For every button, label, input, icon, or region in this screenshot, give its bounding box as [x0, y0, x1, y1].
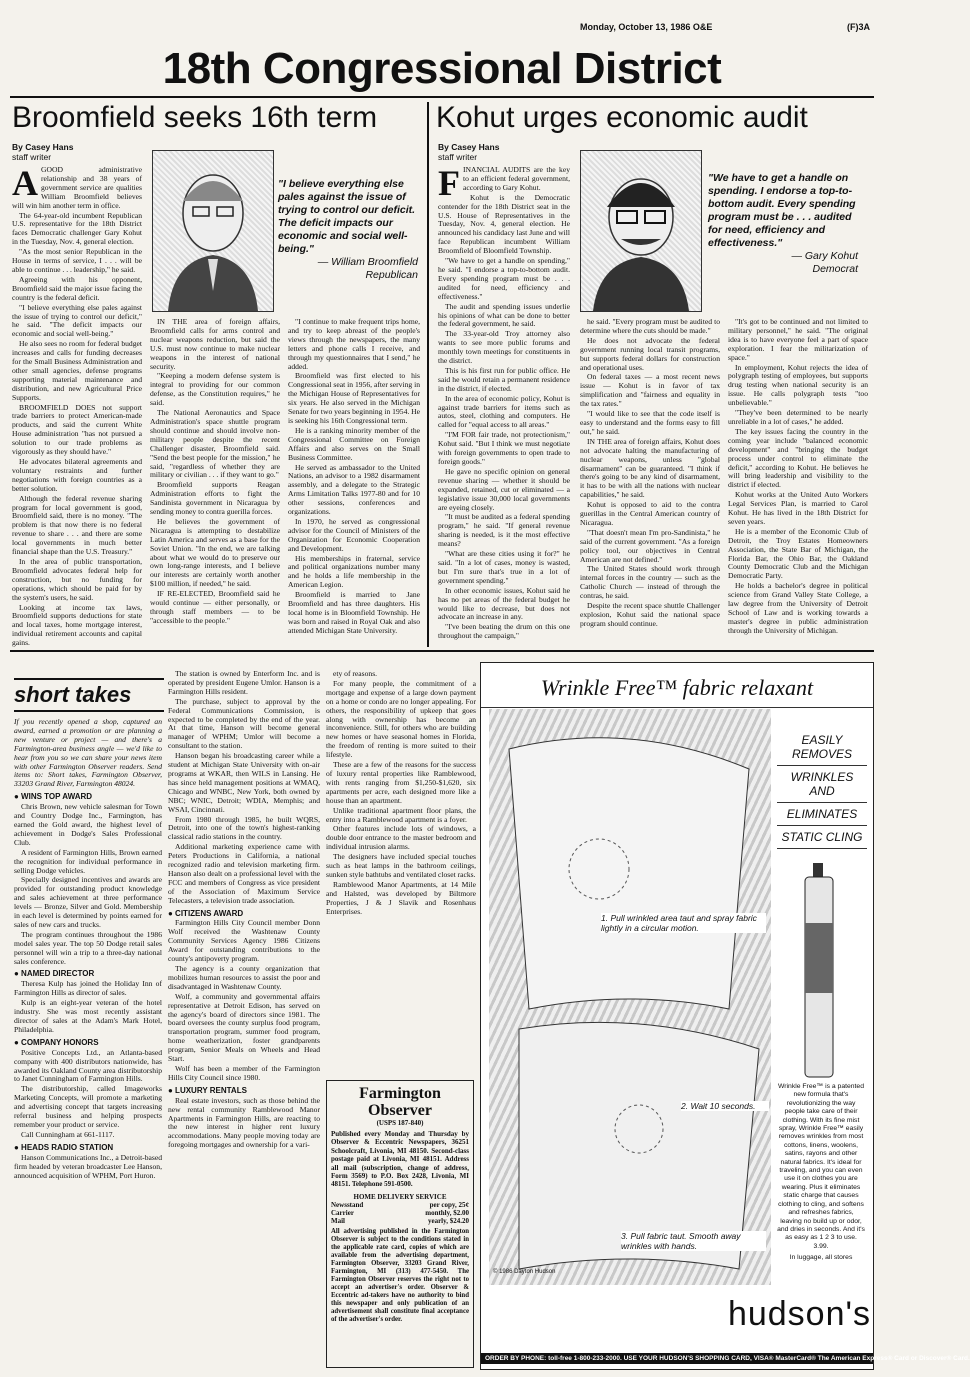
- paragraph: ety of reasons.: [333, 669, 378, 678]
- paragraph: The station is owned by Enterform Inc. and is operated by president Eugene Umlor. Hanson is a Farmington Hills resident.: [168, 669, 320, 696]
- paragraph: Real estate investors, such as those behind the new rental community Ramblewood Manor Apartments in Farmington Hills, are reacting to the new interest in higher rent luxury accommodations. Many people moving today are foregoing mortgages and ownership for a vari-: [168, 1095, 320, 1150]
- paragraph: In employment, Kohut rejects the idea of polygraph testing of employees, but supports drug testing when national security is an issue. He calls polygraph tests "too unbelievable.": [728, 362, 868, 408]
- paragraph: "Keeping a modern defense system is integral to providing for our common defense, as the Constitution requires," he said.: [150, 371, 280, 408]
- paragraph: "I would like to see that the code itself is easy to understand and the forms easy to fill out," he said.: [580, 409, 720, 436]
- paragraph: "They've been determined to be nearly unreliable in a lot of cases," he added.: [728, 408, 868, 426]
- ad-tag-2: WRINKLES AND: [777, 766, 867, 803]
- paragraph: The audit and spending issues underlie his opinions of what can be done to better the federal government, he said.: [438, 301, 570, 329]
- left-body-col3: [288, 318, 420, 642]
- broomfield-pull-quote: "I believe everything else pales against the issue of trying to control our deficit. The deficit impacts our economic and social well-being." — William Broomfield Republican: [278, 178, 418, 281]
- paragraph: His memberships in fraternal, service and political organizations number many and he holds a life membership in the American Legion.: [288, 553, 420, 590]
- paragraph: "It must be audited as a federal spending program," he said. "If general revenue sharing is needed, is it the most effective means?: [438, 512, 570, 549]
- paragraph: "It's got to be continued and not limited to military personnel," he said. "The original idea is to have everyone feel a part of space exploration. I fear the militarization of space.": [728, 317, 868, 362]
- paragraph: For many people, the commitment of a mortgage and expense of a large down payment on a home or condo are no longer appealing. For others, the responsibility of upkeep that goes along with ownership has become an inconvenience. Still, for others who are building new homes or have seasonal homes in Florida, the freedom of renting is more suited to their lifestyle.: [326, 678, 476, 760]
- story-divider: [427, 102, 429, 647]
- observer-masthead-box: [326, 1080, 474, 1368]
- garment-illustration-icon: [489, 709, 771, 1285]
- paragraph: "I continue to make frequent trips home, and try to keep abreast of the people's views through the newspapers, the many letters and phone calls I receive, and through my questionnaires that I send," he added.: [288, 317, 420, 371]
- paragraph: These are a few of the reasons for the success of luxury rental properties like Ramblewood, with rents ranging from $1,250-$1,620, six apartments per acre, each designed more like a house than an apartment.: [326, 760, 476, 805]
- paragraph: He also sees no room for federal budget increases and calls for funding decreases for the Small Business Administration and other small agencies, defense programs supporting material maintenance and distribution, and new Agricultural Price Supports.: [12, 339, 142, 402]
- paragraph: He gave no specific opinion on general revenue sharing — whether it should be expanded, retained, cut or eliminated — a legislative issue 30,000 local governments are eyeing closely.: [438, 466, 570, 512]
- section-rule: [10, 650, 874, 652]
- rate-value: yearly, $24.20: [427, 1216, 469, 1225]
- paragraph: The 33-year-old Troy attorney also wants to see more public forums and monthly town meetings for constituents in the district.: [438, 329, 570, 366]
- paragraph: IN THE area of foreign affairs, Broomfield calls for arms control and nuclear weapons reduction, but said the U.S. must now continue to make nuclear weapons in the interest of national security.: [150, 317, 280, 371]
- paragraph: Other features include lots of windows, a double door entrance to the master bedroom and individual intrusion alarms.: [326, 824, 476, 852]
- paragraph: IN THE area of foreign affairs, Kohut does not advocate halting the manufacturing of nuclear weapons, unless "global disarmament" can be guaranteed. "I think if there's going to be any kind of disarmament, it has to be with all the nations with nuclear capabilities," he said.: [580, 436, 720, 500]
- left-body-col1: [12, 163, 142, 648]
- paragraph: The designers have included special touches such as heat lamps in the bathroom ceilings, sunken style bathtubs and ventilated closet racks.: [326, 852, 476, 879]
- rate-label: Mail: [331, 1216, 345, 1225]
- paragraph: "I've been beating the drum on this one throughout the campaign,": [438, 622, 570, 641]
- paragraph: From 1980 through 1985, he built WQRS, Detroit, into one of the town's highest-ranking classical radio stations in the country.: [168, 814, 320, 842]
- short-takes-title: short takes: [14, 682, 132, 707]
- paragraph: In other economic issues, Kohut said he has no pet areas of the federal budget he would like to decrease, but does not advocate an increase in any.: [438, 585, 570, 622]
- paragraph: The key issues facing the country in the coming year include "balanced economic development" and "bringing the budget process under control to eliminate the deficit," according to Kohut. He believes he will bring leadership and visibility to the district if elected.: [728, 426, 868, 490]
- right-body-col1: [438, 163, 570, 642]
- paragraph: Farmington Hills City Council member Donn Wolf received the Washtenaw County Community Services Agency 1986 Citizens Award for outstanding contributions to the county's antipoverty program.: [168, 918, 320, 964]
- right-body-col3: [728, 318, 868, 642]
- page-folio: [580, 22, 870, 32]
- paragraph: INANCIAL AUDITS are the key to an efficient federal government, according to Gary Kohut.: [463, 165, 570, 192]
- paragraph: Wolf, a community and governmental affairs representative at Detroit Edison, has served on the agency's board of directors since 1981. The board oversees the county surplus food program, transportation program, summer food program, home weatherization, foster grandparents program, Senior Meals on Wheels and Head Start.: [168, 991, 320, 1064]
- paragraph: "As the most senior Republican in the House in terms of service, I . . . will be able to continue . . . leadership," he said.: [12, 247, 142, 274]
- paragraph: GOOD administrative relationship and 38 years of government service are qualities William Broomfield believes will win him another term in office.: [12, 165, 142, 210]
- paragraph: Looking at income tax laws, Broomfield supports deductions for state and local taxes, home mortgage interest, individual retirement accounts and capital gains.: [12, 602, 142, 648]
- portrait-icon: [581, 151, 701, 311]
- rate-value: monthly, $2.00: [425, 1208, 469, 1217]
- ad-tag-3: ELIMINATES: [777, 803, 867, 826]
- paragraph: Hanson Communications Inc., a Detroit-based firm headed by veteran broadcaster Lee Hanson, announced acquisition of WPHM, Port Huron.: [14, 1152, 162, 1180]
- ad-step-1: 1. Pull wrinkled area taut and spray fabric lightly in a circular motion.: [601, 913, 766, 933]
- paragraph: Kohut works at the United Auto Workers Legal Services Plan, is married to Carol Kohut. He has lived in the 18th District for seven years.: [728, 490, 868, 526]
- paragraph: "I believe everything else pales against the issue of trying to control our deficit," he said. "The deficit impacts our economic and social well-being.": [12, 302, 142, 339]
- paragraph: This is his first run for public office. He said he would retain a permanent residence in the district, if elected.: [438, 365, 570, 393]
- paragraph: The National Aeronautics and Space Administration's space shuttle program should continue and should involve non-military people despite the recent Challenger disaster, Broomfield said. "Send the best people for the mission," he said, "regardless of whether they are military or civilian . . . if they want to go.": [150, 408, 280, 480]
- ad-headline: Wrinkle Free™ fabric relaxant: [481, 663, 873, 708]
- ad-copyright: © 1986 Dayton Hudson: [493, 1269, 556, 1275]
- left-body-col2: [150, 318, 280, 642]
- paragraph: Broomfield is married to Jane Broomfield and has three daughters. His local home is in Bloomfield Township. He was born and raised in Royal Oak and also attended Michigan State University.: [288, 590, 420, 635]
- paragraph: He believes the government of Nicaragua is attempting to destabilize Latin America and serves as a base for the Soviet Union. "In the end, we are talking about what we would do to preserve our own long-range interests, and I believe our interests are certainly worth another $100 million, if needed," he said.: [150, 516, 280, 589]
- ad-step-2: 2. Wait 10 seconds.: [681, 1101, 769, 1111]
- ad-step-3: 3. Pull fabric taut. Smooth away wrinkles with hands.: [621, 1231, 766, 1251]
- paragraph: He holds a bachelor's degree in political science from Grand Valley State College, a law degree from the University of Detroit School of Law and is working towards a master's degree in public administration through the University of Michigan.: [728, 581, 868, 635]
- observer-ad-terms: All advertising published in the Farmington Observer is subject to the conditions stated in the applicable rate card, copies of which are available from the advertising department, Farmington Observer, 33203 Grand River, Farmington, MI (313) 477-5450. The Farmington Observer reserves the right not to accept an advertiser's order. Observer & Eccentric ad-takers have no authority to bind this newspaper and only publication of an advertisement shall constitute final acceptance of the advertiser's order.: [331, 1227, 469, 1323]
- short-takes-col3: [326, 670, 476, 1074]
- left-headline: Broomfield seeks 16th term: [12, 101, 378, 134]
- rate-label: Carrier: [331, 1208, 354, 1217]
- right-dropcap: F: [438, 163, 460, 203]
- short-take-subhead: ● WINS TOP AWARD: [14, 792, 93, 802]
- paragraph: "What are these cities using it for?" he said. "In a lot of cases, money is wasted, but I'm sure that's true in a lot of government spending.": [438, 549, 570, 585]
- paragraph: Theresa Kulp has joined the Holiday Inn of Farmington Hills as director of sales.: [14, 979, 162, 998]
- short-take-subhead: ● HEADS RADIO STATION: [14, 1142, 114, 1152]
- right-headline: Kohut urges economic audit: [436, 101, 808, 134]
- paragraph: Broomfield was first elected to his Congressional seat in 1956, after serving in the Michigan House of Representatives for six years. He also served in the Michigan Senate for two years beginning in 1954. He is seeking his 16th Congressional term.: [288, 371, 421, 425]
- paragraph: A resident of Farmington Hills, Brown earned the recognition for individual performance in selling Dodge vehicles.: [14, 847, 162, 875]
- paragraph: Although the federal revenue sharing program for local government is good, Broomfield said, there is no money. "The problem is that now there is no federal revenue to share . . . and there are some local governments in much better financial shape than the U.S. Treasury.": [12, 493, 142, 557]
- short-takes-col1: [14, 718, 162, 1366]
- paragraph: Positive Concepts Ltd., an Atlanta-based company with 400 distributors nationwide, has awarded its Oakland County area distributorship to Janet Cunningham of Farmington Hills.: [14, 1047, 162, 1084]
- paragraph: The 64-year-old incumbent Republican U.S. representative for the 18th District faces Democratic challenger Gary Kohut in the Tuesday, Nov. 4, general election.: [12, 210, 142, 247]
- paragraph: "We have to get a handle on spending," he said. "I endorse a top-to-bottom audit. Every spending program must be . . . audited for need, efficiency and effectiveness.": [438, 256, 570, 301]
- portrait-icon: [153, 151, 273, 311]
- paragraph: He does not advocate the federal government running local transit programs, but supports federal dollars for construction and operational uses.: [580, 335, 720, 372]
- paragraph: Unlike traditional apartment floor plans, the entry into a Ramblewood apartment is a foyer.: [326, 805, 476, 824]
- rate-row: [331, 1217, 469, 1225]
- kohut-photo: [580, 150, 702, 312]
- paragraph: "I'M FOR fair trade, not protectionism," Kohut said. "But I think we must negotiate with foreign governments to open trade to foreign goods.": [438, 430, 570, 466]
- short-takes-header: [14, 678, 164, 712]
- ad-illustration: [489, 709, 771, 1285]
- paragraph: In 1970, he served as congressional advisor for the Council of Ministers of the Organization for Economic Cooperation and Development.: [288, 516, 420, 553]
- paragraph: Broomfield supports Reagan Administration efforts to fight the Sandinista government in Nicaragua by sending money to contra guerilla forces.: [150, 480, 280, 517]
- paragraph: The United States should work through internal forces in the country — such as the Catholic Church — instead of through the contras, he said.: [580, 564, 720, 601]
- hudsons-logo: hudson's: [727, 1295, 871, 1333]
- short-take-subhead: ● COMPANY HONORS: [14, 1037, 99, 1047]
- paragraph: He served as ambassador to the United Nations, an advisor to a 1982 disarmament assembly, and a delegate to the Strategic Arms Limitation Talks 1977-80 and for 10 other sessions, conferences and organizations.: [288, 462, 420, 517]
- paragraph: Kulp is an eight-year veteran of the hotel industry. She was most recently assistant director of sales at the Adam's Mark Hotel, Philadelphia.: [14, 998, 162, 1034]
- paragraph: he said. "Every program must be audited to determine where the cuts should be made.": [580, 317, 720, 335]
- rate-value: per copy, 25¢: [429, 1200, 469, 1209]
- paragraph: Hanson began his broadcasting career while a student at Michigan State University with on-air programs at WKAR, then WILS in Lansing. He has since held management positions at WMAQ, Chicago and WNBC, New York, both owned by NBC; WNIC, Detroit; WDIA, Memphis; and WSAI, Cincinnati.: [168, 751, 320, 814]
- rate-row: [331, 1201, 469, 1209]
- paragraph: Kohut is opposed to aid to the contra guerillas in the Central American country of Nicaragua.: [580, 500, 720, 527]
- ad-tag-4: STATIC CLING: [777, 826, 867, 849]
- home-delivery-title: HOME DELIVERY SERVICE: [353, 1192, 447, 1201]
- ad-body-copy: Wrinkle Free™ is a patented new formula that's revolutionizing the way people take care of their clothing. With its fine mist spray, Wrinkle Free™ easily removes wrinkles from most cottons, linens, woolens, satins, rayons and other natural fabrics. It's ideal for traveling, and you can even use it on clothes you are wearing. Plus it eliminates static charge that causes clothing to cling, and softens and refreshes fabrics, leaving no build up or odor, and dries in seconds. And it's as easy as 1 2 3 to use. 3.99. In luggage, all stores: [777, 1083, 865, 1262]
- paragraph: The agency is a county organization that mobilizes human resources to assist the poor and disadvantaged in Washtenaw County.: [168, 964, 320, 991]
- short-takes-intro: If you recently opened a shop, captured an award, earned a promotion or are planning a new venture or project — and there's a Farmington-area business angle — we'd like to hear from you so we can share your news item with other Farmington Observer readers. Send items to: Short takes, Farmington Observer, 33203 Grand River, Farmington 48024.: [14, 717, 162, 789]
- paragraph: "That doesn't mean I'm pro-Sandinista," he said of the current government. "As a foreign policy tool, our objectives in Central American are not defined.": [580, 527, 720, 564]
- paragraph: Specially designed incentives and awards are provided for outstanding product knowledge and sales achievement at three performance levels — Bronze, Silver and Gold. Membership in each level is determined by points earned for sales of new cars and trucks.: [14, 875, 162, 929]
- observer-usps: (USPS 187-840): [376, 1119, 424, 1127]
- short-take-subhead: ● LUXURY RENTALS: [168, 1085, 247, 1095]
- broomfield-photo: [152, 150, 274, 312]
- short-take-subhead: ● CITIZENS AWARD: [168, 908, 244, 918]
- left-dropcap: A: [12, 163, 38, 203]
- paragraph: The purchase, subject to approval by the Federal Communications Commission, is expected to be completed by the end of the year. At that time, Hanson will become general manager of WPHM; Umlor will become a consultant to the station.: [168, 696, 320, 751]
- paragraph: BROOMFIELD DOES not support trade barriers to protect American-made products, and said the current White House administration "has not pursued a solution to our trade problems as vigorously as they should have.": [12, 402, 142, 457]
- paragraph: Ramblewood Manor Apartments, at 14 Mile and Halsted, was developed by Biltmore Properties, J & J Slavik and Rosenhaus Enterprises.: [326, 879, 476, 916]
- ad-order-footer: ORDER BY PHONE: toll-free 1-800-233-2000. USE YOUR HUDSON'S SHOPPING CARD, VISA® MasterCard® The American Express® Card or Discover® Card.: [481, 1353, 873, 1364]
- paragraph: Chris Brown, new vehicle salesman for Town and Country Dodge Inc., Farmington, has earned the Gold award, the highest level of achievement in Dodge's Sales Professional Club.: [14, 802, 162, 847]
- short-take-subhead: ● NAMED DIRECTOR: [14, 969, 95, 979]
- paragraph: On federal taxes — a most recent news issue — Kohut is in favor of tax simplification and "fairness and equality in the tax rates.": [580, 372, 720, 409]
- observer-publication-info: Published every Monday and Thursday by Observer & Eccentric Newspapers, 36251 Schoolcraft, Livonia, MI 48150. Second-class postage paid at Livonia, MI 48151. Address all mail (subscription, change of address, Form 3569) to P.O. Box 2428, Livonia, MI 48151. Telephone 591-0500.: [331, 1130, 469, 1189]
- paragraph: IF RE-ELECTED, Broomfield said he would continue — either personally, or through staff members — to be "accessible to the people.": [150, 589, 280, 625]
- paragraph: Call Cunningham at 661-1117.: [21, 1129, 115, 1139]
- delivery-rates: [331, 1201, 469, 1225]
- spray-can-icon: [801, 863, 837, 1079]
- section-banner: 18th Congressional District: [162, 44, 722, 93]
- paragraph: In the area of economic policy, Kohut is against trade barriers for items such as autos, steel, clothing and computers. He called for "equal access to all areas.": [438, 393, 570, 430]
- paragraph: Agreeing with his opponent, Broomfield said the major issue facing the country is the federal deficit.: [12, 274, 142, 302]
- folio-page-number: (F)3A: [847, 22, 870, 32]
- paragraph: Kohut is the Democratic contender for the 18th District seat in the U.S. House of Representatives in the Tuesday, Nov. 4, general election. He announced his candidacy last June and will face Republican incumbent William Broomfield of Bloomfield Township.: [438, 192, 570, 256]
- folio-date: Monday, October 13, 1986 O&E: [580, 22, 713, 32]
- hudsons-ad: [480, 662, 970, 1370]
- paragraph: He is a member of the Economic Club of Detroit, the Troy Estates Homeowners Association, the State Bar of Michigan, the Florida Bar, the Ohio Bar, the Oakland County Democratic Club and the Michigan Democratic Party.: [728, 526, 868, 581]
- rate-label: Newsstand: [331, 1200, 364, 1209]
- rate-row: [331, 1209, 469, 1217]
- left-byline: By Casey Hans staff writer: [12, 142, 74, 162]
- right-byline: By Casey Hans staff writer: [438, 142, 500, 162]
- paragraph: The program continues throughout the 1986 model sales year. The top 50 Dodge retail sales personnel will win a trip to a three-day national sales conference.: [14, 929, 162, 966]
- paragraph: In the area of public transportation, Broomfield advocates federal help for construction, but no funding for operations, which should be paid for by the system's users, he said.: [12, 556, 142, 602]
- paragraph: The distributorship, called Imageworks Marketing Concepts, will promote a marketing and advertising concept that targets increasing referral business and helping prospects remember your product or service.: [14, 1084, 162, 1129]
- paragraph: He advocates bilateral agreements and voluntary restraints and further negotiations with foreign countries as a better solution.: [12, 457, 142, 493]
- observer-name-line2: Observer: [368, 1102, 432, 1119]
- kohut-pull-quote: "We have to get a handle on spending. I endorse a top-to-bottom audit. Every spending program must be . . . audited for need, efficiency and effectiveness." — Gary Kohut Democrat: [708, 172, 858, 275]
- banner-rule: [10, 96, 874, 98]
- right-body-col2: [580, 318, 720, 642]
- ad-tag-1: EASILY REMOVES: [777, 729, 867, 766]
- paragraph: Despite the recent space shuttle Challenger explosion, Kohut said the national space program should continue.: [580, 601, 720, 628]
- paragraph: Additional marketing experience came with Peters Productions in California, a national recognized radio and television marketing firm. Hanson also dealt on a professional level with the FCC and members of Congress as vice president of the Association of Maximum Service Telecasters, a television trade association.: [168, 842, 320, 905]
- paragraph: Wolf has been a member of the Farmington Hills City Council since 1980.: [168, 1063, 320, 1082]
- short-takes-col2: [168, 670, 320, 1366]
- ad-tagline-stack: [777, 729, 867, 849]
- paragraph: He is a ranking minority member of the Congressional Committee on Foreign Affairs and also serves on the Small Business Committee.: [288, 425, 420, 462]
- observer-name-line1: Farmington: [359, 1085, 441, 1102]
